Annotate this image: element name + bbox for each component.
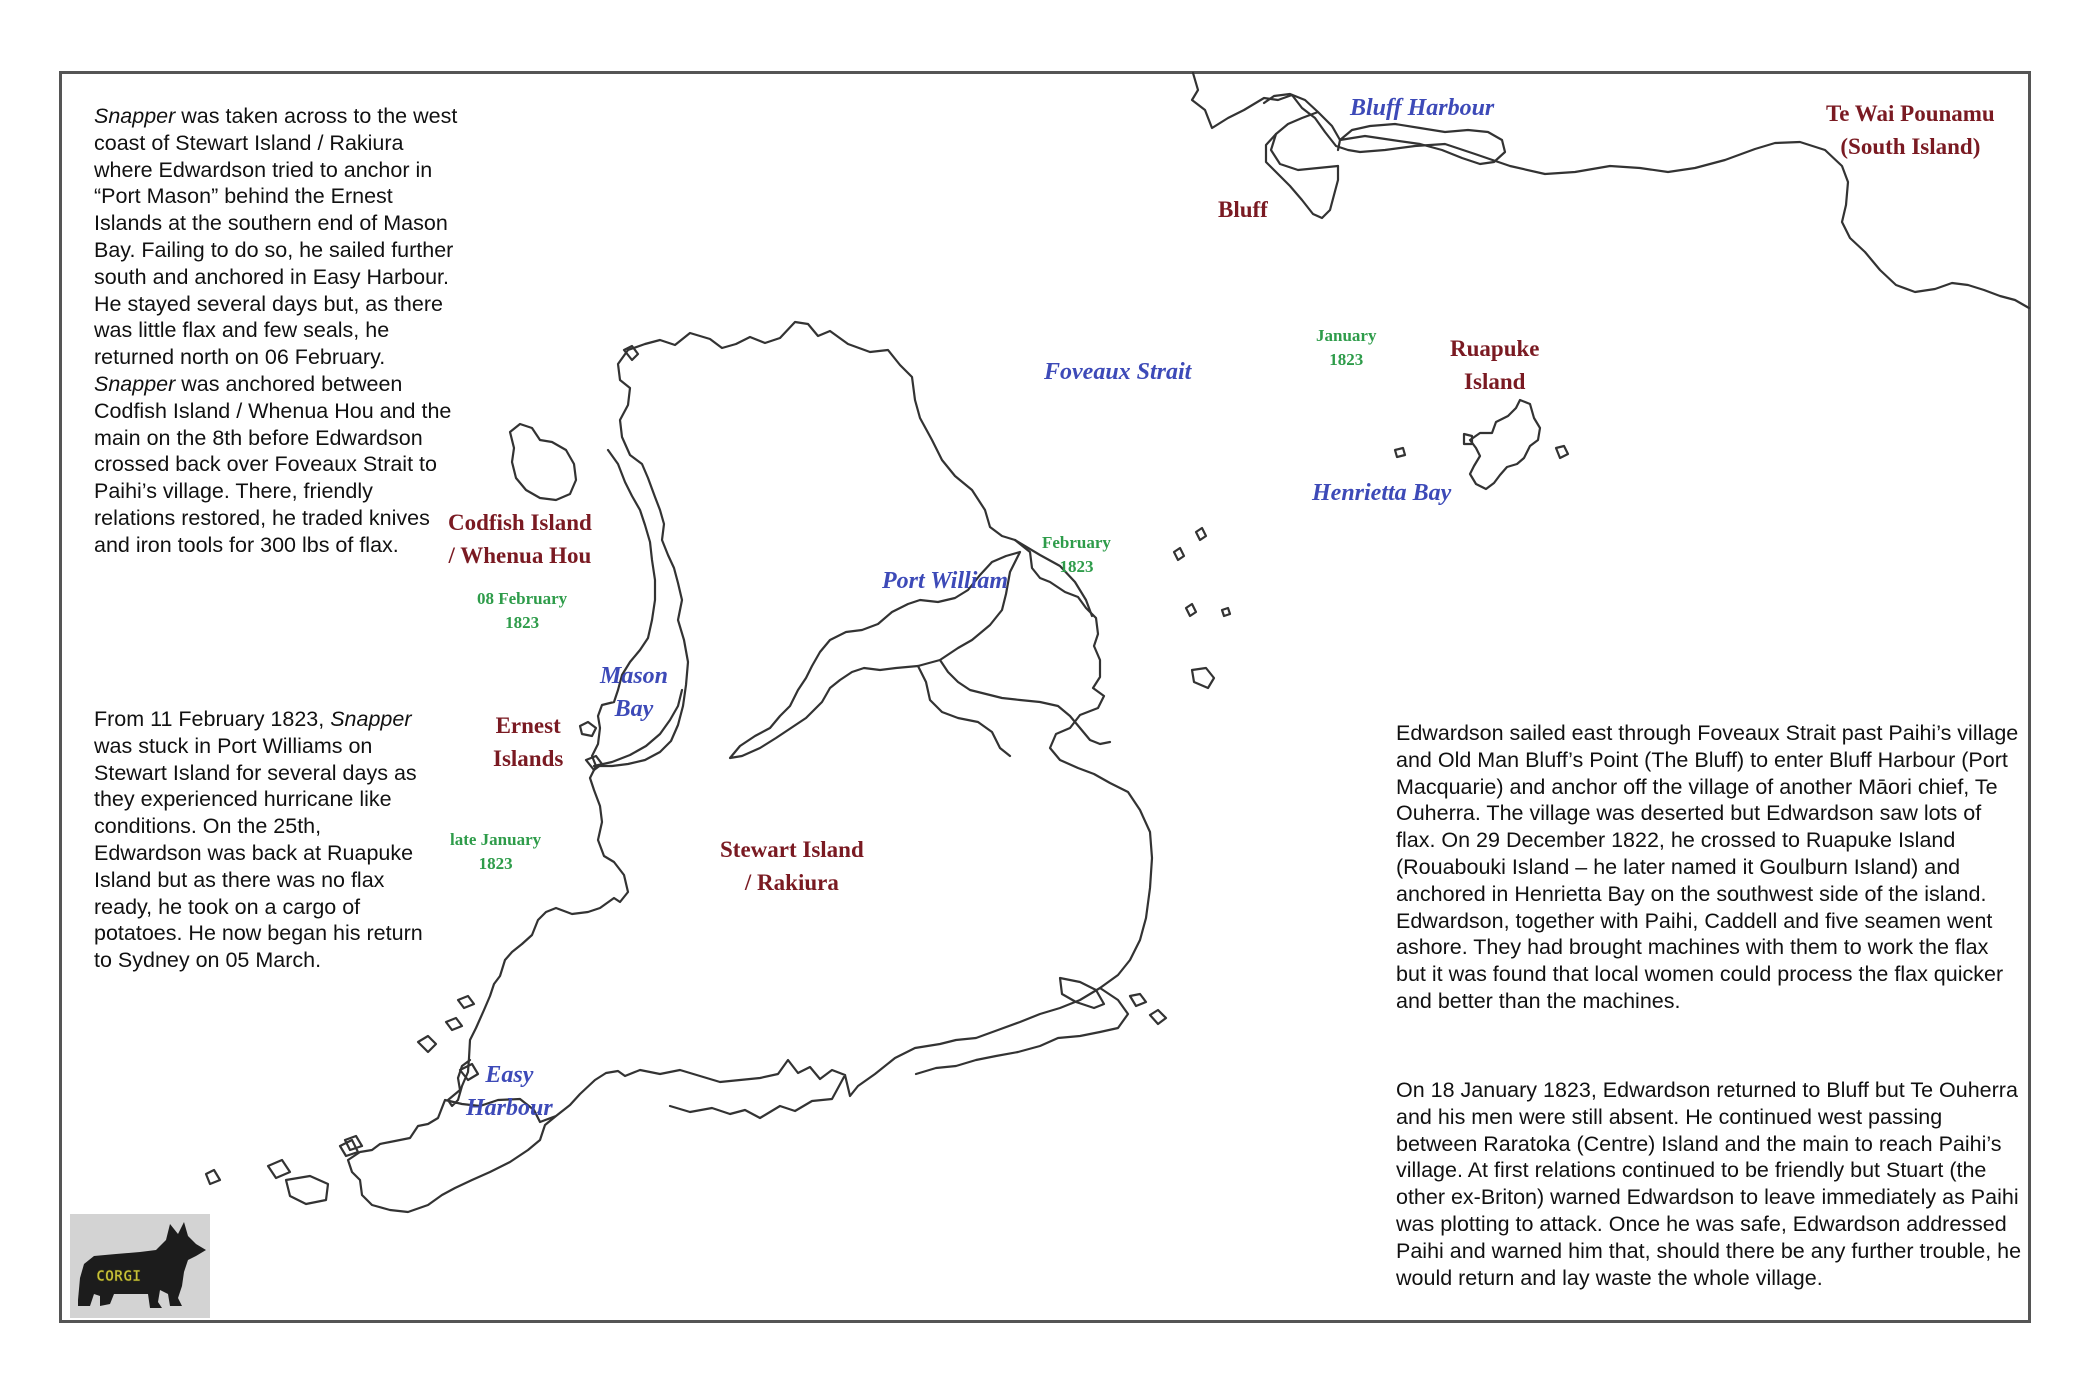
sw-islet-1 (418, 1036, 436, 1052)
label-line: Easy (485, 1062, 534, 1088)
story-text-part: was stuck in Port Williams on Stewart Island for several days as they experienced hurricane like conditions. On the 25th, Edwardson was back at Ruapuke Island but as there was no flax ready, he took on a cargo of potatoes. He now began his return to Sydney on 05 March. (94, 733, 423, 973)
story-text-bluff-ruapuke: Edwardson sailed east through Foveaux Strait past Paihi’s village and Old Man Bluff’s Point (The Bluff) to enter Bluff Harbour (Port Macquarie) and anchor off the village of another Māori chief, Te Ouherra. The village was deserted but Edwardson saw lots of flax. On 29 December 1822, he crossed to Ruapuke Island (Rouabouki Island – he later named it Goulburn Island) and anchored in Henrietta Bay on the southwest side of the island. Edwardson, together with Paihi, Caddell and five seamen went ashore. They had brought machines with them to work the flax but it was found that local women could process the flax quicker and better than the machines. (1396, 721, 2019, 1013)
sw-islet-6 (206, 1170, 220, 1184)
label-stewart-island (720, 833, 864, 899)
label-line: Bay (614, 696, 654, 722)
bluff-peninsula (1266, 134, 1338, 218)
label-line: Ernest (495, 713, 561, 738)
vessel-name: Snapper (94, 104, 176, 128)
sw-islet-9 (286, 1176, 328, 1204)
ne-islet-3 (1186, 604, 1196, 616)
story-text-part: was taken across to the west coast of Stewart Island / Rakiura where Edwardson tried to anchor in “Port Mason” behind the Ernest Islands at the southern end of Mason Bay. Failing to do so, he sailed further south and anchored in Easy Harbour. He stayed several days but, as there was little flax and few seals, he returned north on 06 February. (94, 104, 458, 370)
corgi-dog-icon (70, 1214, 210, 1318)
label-line: 1823 (1059, 557, 1094, 576)
ne-islet-1 (1174, 548, 1184, 560)
corgi-logo-text: CORGI (96, 1267, 142, 1285)
label-line: January (1316, 326, 1377, 345)
sw-islet-7 (268, 1160, 290, 1178)
label-line: 1823 (505, 613, 540, 632)
label-line: Codfish Island (448, 510, 592, 535)
label-line: Mason (600, 663, 669, 689)
label-bluff (1218, 193, 1268, 226)
label-line: 08 February (477, 589, 568, 608)
label-date-08-february (477, 587, 567, 635)
label-line: Bluff (1218, 197, 1268, 222)
paterson-inlet (918, 660, 1110, 756)
story-text-part: was anchored between Codfish Island / Whenua Hou and the main on the 8th before Edwardson crossed back over Foveaux Strait to Paihi’s village. There, friendly relations restored, he traded knives and iron tools for 300 lbs of flax. (94, 371, 452, 557)
label-line: Henrietta Bay (1312, 480, 1452, 506)
ruapuke-isle-c (1395, 448, 1405, 457)
ne-islet-5 (1192, 668, 1214, 688)
label-easy-harbour (466, 1059, 553, 1125)
label-foveaux-strait (1044, 356, 1191, 389)
label-line: / Whenua Hou (448, 543, 592, 568)
label-line: Port William (882, 568, 1009, 594)
story-text-port-williams (94, 706, 426, 974)
ruapuke-island-coastline (1470, 400, 1540, 489)
vessel-name: Snapper (94, 371, 176, 396)
ruapuke-isle-b (1556, 446, 1568, 458)
corgi-logo (70, 1214, 210, 1318)
label-codfish-island (448, 506, 592, 572)
ne-islet-2 (1196, 528, 1206, 540)
story-text-return-to-bluff: On 18 January 1823, Edwardson returned to Bluff but Te Ouherra and his men were still absent. He continued west passing between Raratoka (Centre) Island and the main to reach Paihi’s village. At first relations continued to be friendly but Stuart (the other ex-Briton) warned Edwardson to leave immediately as Paihi was plotting to attack. Once he was safe, Edwardson addressed Paihi and warned him that, should there be any further trouble, he would return and lay waste the whole village. (1396, 1078, 2022, 1290)
label-line: February (1042, 533, 1111, 552)
ernest-islet-a (580, 722, 596, 736)
ne-islet-4 (1222, 608, 1230, 616)
label-line: Island (1464, 369, 1526, 394)
story-text-snapper-west-coast (94, 103, 458, 559)
sw-islet-3 (458, 996, 474, 1008)
label-ernest-islands (493, 709, 563, 775)
southeast-coastline (916, 988, 1128, 1074)
label-date-february (1042, 531, 1111, 579)
label-ruapuke-island (1450, 332, 1539, 398)
story-text-part: From 11 February 1823, (94, 707, 331, 731)
label-port-william (882, 565, 1008, 598)
label-mason-bay (600, 660, 668, 726)
inlet-islet-b (1130, 994, 1146, 1006)
label-line: Harbour (466, 1095, 553, 1121)
label-line: Bluff Harbour (1350, 95, 1495, 121)
label-line: Islands (493, 746, 564, 771)
label-line: Foveaux Strait (1044, 359, 1192, 385)
label-line: (South Island) (1840, 134, 1981, 159)
label-date-late-january (450, 828, 541, 876)
label-te-wai-pounamu (1826, 97, 1995, 163)
label-line: Te Wai Pounamu (1826, 101, 1995, 126)
label-bluff-harbour (1350, 92, 1494, 125)
codfish-island-coastline (510, 424, 576, 500)
inlet-islet-a (1060, 978, 1104, 1008)
inlet-islet-c (1150, 1010, 1166, 1024)
label-henrietta-bay (1312, 477, 1451, 510)
label-line: late January (450, 830, 542, 849)
label-line: 1823 (478, 854, 513, 873)
label-line: Stewart Island (720, 837, 864, 862)
label-date-january (1316, 324, 1376, 372)
label-line: / Rakiura (744, 870, 839, 895)
sw-islet-2 (446, 1018, 462, 1030)
vessel-name: Snapper (330, 707, 412, 731)
label-line: 1823 (1329, 350, 1364, 369)
label-line: Ruapuke (1450, 336, 1540, 361)
